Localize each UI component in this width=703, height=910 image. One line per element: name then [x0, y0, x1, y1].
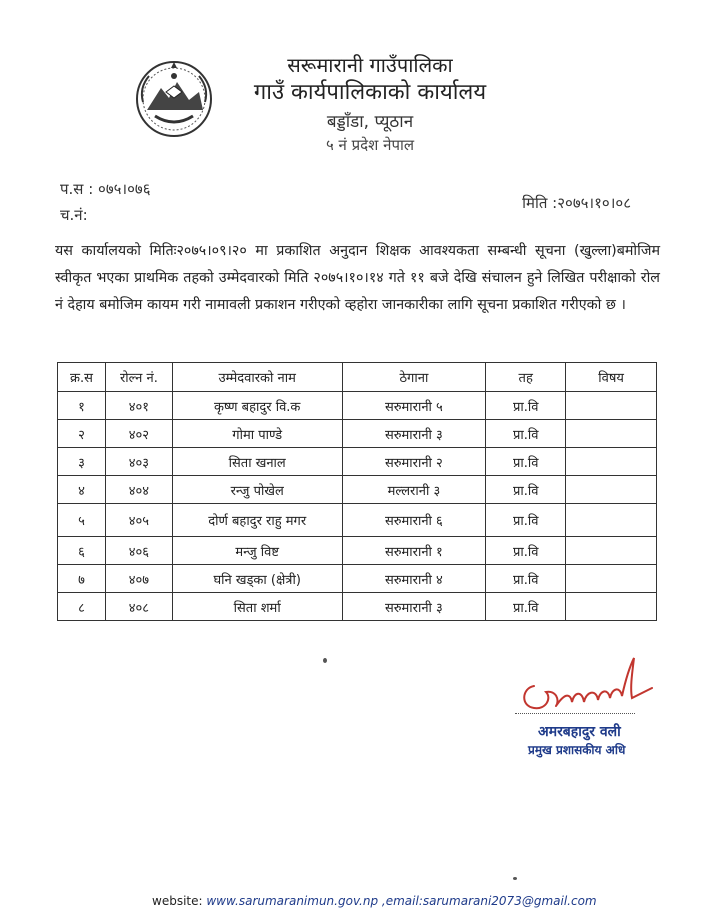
table-row: [58, 476, 657, 504]
table-row: [58, 593, 657, 621]
footer-website-label: website:: [152, 894, 207, 908]
cell-candidate-name: रन्जु पोखेल: [172, 476, 342, 504]
cell-address: सरुमारानी ३: [342, 420, 486, 448]
cell-level: प्रा.वि: [486, 476, 566, 504]
cell-level: प्रा.वि: [486, 420, 566, 448]
cell-serial: २: [58, 420, 106, 448]
website-link[interactable]: www.sarumaranimun.gov.np: [206, 894, 379, 908]
cell-candidate-name: सिता खनाल: [172, 448, 342, 476]
cell-subject: [566, 537, 657, 565]
letterhead: [200, 52, 540, 156]
footer-separator: ,email:: [378, 894, 423, 908]
table-row: [58, 448, 657, 476]
signer-title: प्रमुख प्रशासकीय अधि: [528, 743, 626, 757]
cell-candidate-name: घनि खड्का (क्षेत्री): [172, 565, 342, 593]
cell-level: प्रा.वि: [486, 593, 566, 621]
header-candidate-name: उम्मेदवारको नाम: [172, 363, 342, 392]
table-row: [58, 420, 657, 448]
email-link[interactable]: sarumarani2073@gmail.com: [422, 894, 597, 908]
cell-roll-no: ४०६: [105, 537, 172, 565]
notice-body: यस कार्यालयको मितिः२०७५।०९।२० मा प्रकाशित अनुदान शिक्षक आवश्यकता सम्बन्धी सूचना (खुल्ला)बमोजिम स्वीकृत भएका प्राथमिक तहको उम्मेदवारको मिति २०७५।१०।१४ गते ११ बजे देखि संचालन हुने लिखित परीक्षाको रोल नं देहाय बमोजिम कायम गरी नामावली प्रकाशन गरीएको व्हहोरा जानकारीका लागि सूचना प्रकाशित गरीएको छ ।: [55, 243, 660, 313]
header-roll-no: रोल्न नं.: [105, 363, 172, 392]
dispatch-number: च.नं:: [60, 206, 88, 224]
cell-serial: ५: [58, 504, 106, 537]
cell-level: प्रा.वि: [486, 537, 566, 565]
cell-address: सरुमारानी ४: [342, 565, 486, 593]
cell-serial: ३: [58, 448, 106, 476]
handwritten-signature: [512, 648, 662, 718]
municipality-name: सरूमारानी गाउँपालिका: [287, 53, 453, 77]
cell-subject: [566, 504, 657, 537]
cell-roll-no: ४०१: [105, 392, 172, 420]
cell-address: सरुमारानी ५: [342, 392, 486, 420]
cell-level: प्रा.वि: [486, 565, 566, 593]
office-location: बड्डाँडा, प्यूठान: [326, 112, 414, 132]
table-row: [58, 537, 657, 565]
cell-serial: ७: [58, 565, 106, 593]
cell-subject: [566, 392, 657, 420]
header-level: तह: [486, 363, 566, 392]
scan-speck: [513, 877, 517, 880]
header-address: ठेगाना: [342, 363, 486, 392]
cell-roll-no: ४०४: [105, 476, 172, 504]
cell-serial: ८: [58, 593, 106, 621]
cell-subject: [566, 565, 657, 593]
letter-date: मिति :२०७५।१०।०८: [522, 194, 631, 212]
footer-contact: [152, 894, 597, 908]
cell-subject: [566, 420, 657, 448]
cell-candidate-name: दोर्ण बहादुर राहु मगर: [172, 504, 342, 537]
cell-candidate-name: कृष्ण बहादुर वि.क: [172, 392, 342, 420]
cell-roll-no: ४०७: [105, 565, 172, 593]
cell-candidate-name: सिता शर्मा: [172, 593, 342, 621]
cell-roll-no: ४०८: [105, 593, 172, 621]
cell-level: प्रा.वि: [486, 448, 566, 476]
cell-roll-no: ४०३: [105, 448, 172, 476]
cell-address: मल्लरानी ३: [342, 476, 486, 504]
cell-serial: ६: [58, 537, 106, 565]
header-subject: विषय: [566, 363, 657, 392]
office-title: गाउँ कार्यपालिकाको कार्यालय: [253, 80, 487, 105]
cell-candidate-name: गोमा पाण्डे: [172, 420, 342, 448]
cell-roll-no: ४०२: [105, 420, 172, 448]
cell-address: सरुमारानी ६: [342, 504, 486, 537]
cell-address: सरुमारानी १: [342, 537, 486, 565]
table-header-row: [58, 363, 657, 392]
cell-candidate-name: मन्जु विष्ट: [172, 537, 342, 565]
cell-subject: [566, 593, 657, 621]
cell-serial: १: [58, 392, 106, 420]
table-row: [58, 504, 657, 537]
cell-address: सरुमारानी ३: [342, 593, 486, 621]
header-serial: क्र.स: [58, 363, 106, 392]
reference-block: [60, 176, 151, 228]
cell-roll-no: ४०५: [105, 504, 172, 537]
cell-subject: [566, 448, 657, 476]
candidates-table: [57, 362, 657, 621]
scan-speck: [323, 658, 327, 663]
letter-number: प.स : ०७५।०७६: [60, 180, 151, 198]
cell-level: प्रा.वि: [486, 504, 566, 537]
province-line: ५ नं प्रदेश नेपाल: [325, 136, 415, 154]
table-row: [58, 565, 657, 593]
cell-level: प्रा.वि: [486, 392, 566, 420]
signature-line: [515, 713, 635, 714]
cell-serial: ४: [58, 476, 106, 504]
cell-address: सरुमारानी २: [342, 448, 486, 476]
cell-subject: [566, 476, 657, 504]
table-row: [58, 392, 657, 420]
signer-name: अमरबहादुर वली: [538, 724, 621, 740]
